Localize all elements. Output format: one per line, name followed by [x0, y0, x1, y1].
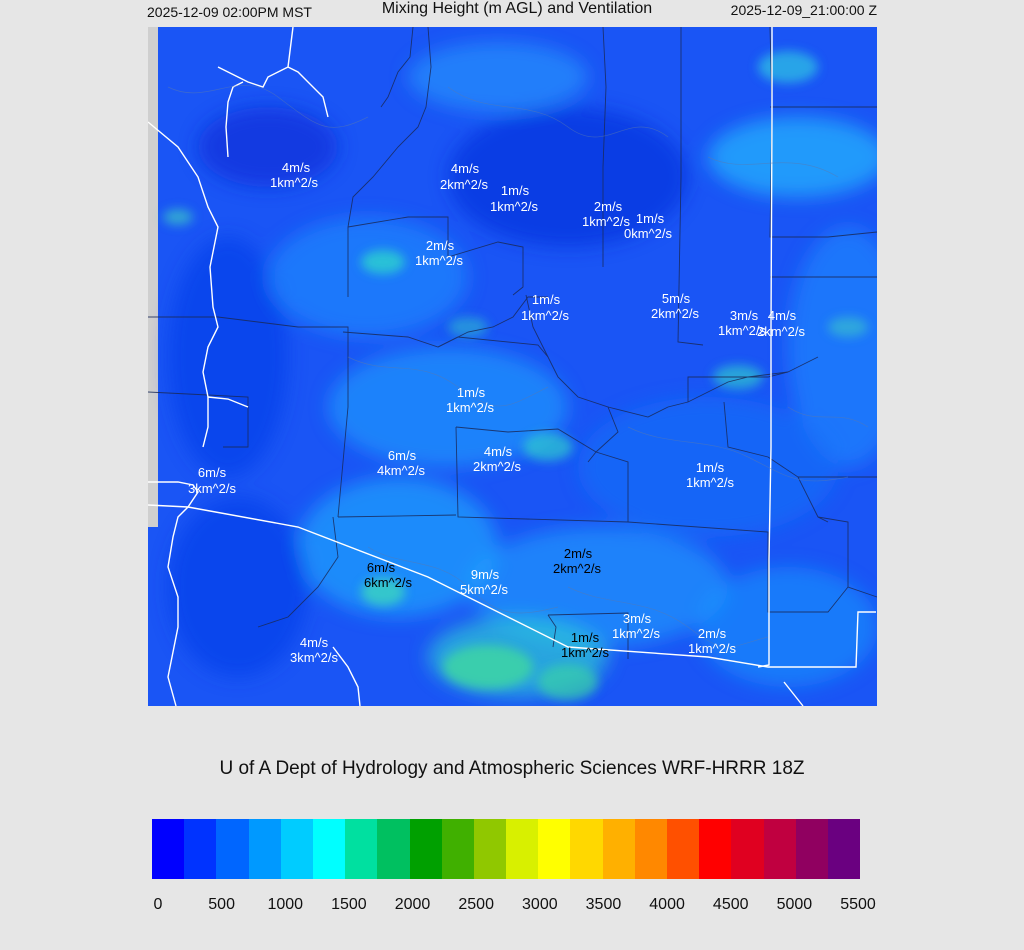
wind-speed-label: 3m/s: [729, 308, 759, 323]
wind-speed-label: 4m/s: [299, 635, 329, 650]
color-swatch: [731, 819, 763, 879]
wind-speed-label: 6m/s: [387, 448, 417, 463]
mixing-height-map: [148, 27, 877, 706]
color-swatch: [216, 819, 248, 879]
ventilation-label: 2km^2/s: [472, 459, 522, 474]
color-scale-ticks: [152, 896, 876, 916]
scale-tick-label: 500: [208, 896, 235, 913]
ventilation-label: 1km^2/s: [489, 199, 539, 214]
ventilation-label: 2km^2/s: [756, 324, 806, 339]
wind-speed-label: 6m/s: [197, 465, 227, 480]
scale-tick-label: 5500: [840, 896, 876, 913]
ventilation-label: 1km^2/s: [687, 641, 737, 656]
color-swatch: [152, 819, 184, 879]
wind-speed-label: 1m/s: [635, 211, 665, 226]
ventilation-label: 1km^2/s: [520, 308, 570, 323]
color-swatch: [184, 819, 216, 879]
ventilation-label: 3km^2/s: [289, 650, 339, 665]
ventilation-label: 2km^2/s: [439, 177, 489, 192]
wind-speed-label: 4m/s: [483, 444, 513, 459]
wind-speed-label: 6m/s: [366, 560, 396, 575]
wind-speed-label: 2m/s: [425, 238, 455, 253]
color-swatch: [249, 819, 281, 879]
wind-speed-label: 2m/s: [593, 199, 623, 214]
color-swatch: [377, 819, 409, 879]
ventilation-label: 2km^2/s: [650, 306, 700, 321]
wind-speed-label: 1m/s: [531, 292, 561, 307]
ventilation-label: 2km^2/s: [552, 561, 602, 576]
utc-time-label: 2025-12-09_21:00:00 Z: [730, 2, 877, 18]
ventilation-label: 3km^2/s: [187, 481, 237, 496]
scale-tick-label: 4500: [712, 896, 749, 913]
scale-tick-label: 2000: [394, 896, 431, 913]
color-swatch: [442, 819, 474, 879]
color-swatch: [538, 819, 570, 879]
ventilation-label: 0km^2/s: [623, 226, 673, 241]
wind-speed-label: 2m/s: [563, 546, 593, 561]
wind-speed-label: 1m/s: [695, 460, 725, 475]
wind-speed-label: 4m/s: [450, 161, 480, 176]
ventilation-label: 5km^2/s: [459, 582, 509, 597]
wind-speed-label: 4m/s: [281, 160, 311, 175]
color-scale-bar: [152, 819, 860, 879]
wind-speed-label: 3m/s: [622, 611, 652, 626]
color-swatch: [474, 819, 506, 879]
no-data-strip: [148, 27, 158, 527]
credit-line: U of A Dept of Hydrology and Atmospheric Sciences WRF-HRRR 18Z: [219, 758, 805, 779]
ventilation-label: 1km^2/s: [611, 626, 661, 641]
scale-tick-label: 0: [153, 896, 163, 913]
ventilation-label: 1km^2/s: [414, 253, 464, 268]
color-swatch: [764, 819, 796, 879]
scale-tick-label: 4000: [649, 896, 685, 913]
local-time-label: 2025-12-09 02:00PM MST: [147, 4, 312, 20]
color-swatch: [603, 819, 635, 879]
ventilation-label: 4km^2/s: [376, 463, 426, 478]
color-swatch: [281, 819, 313, 879]
color-swatch: [699, 819, 731, 879]
color-swatch: [506, 819, 538, 879]
scale-tick-label: 1000: [267, 896, 304, 913]
color-swatch: [313, 819, 345, 879]
scale-tick-label: 2500: [458, 896, 494, 913]
color-swatch: [410, 819, 442, 879]
map-canvas: [148, 27, 877, 706]
ventilation-label: 1km^2/s: [581, 214, 631, 229]
wind-speed-label: 5m/s: [661, 291, 691, 306]
scale-tick-label: 5000: [776, 896, 813, 913]
color-swatch: [828, 819, 860, 879]
wind-speed-label: 9m/s: [470, 567, 500, 582]
ventilation-label: 1km^2/s: [685, 475, 735, 490]
wind-speed-label: 4m/s: [767, 308, 797, 323]
scale-tick-label: 3000: [522, 896, 558, 913]
wind-speed-label: 1m/s: [456, 385, 486, 400]
color-swatch: [635, 819, 667, 879]
ventilation-label: 6km^2/s: [363, 575, 413, 590]
ventilation-label: 1km^2/s: [717, 323, 767, 338]
ventilation-label: 1km^2/s: [269, 175, 319, 190]
scale-tick-label: 1500: [331, 896, 367, 913]
map-title: Mixing Height (m AGL) and Ventilation: [381, 0, 653, 17]
color-swatch: [345, 819, 377, 879]
color-swatch: [796, 819, 828, 879]
wind-speed-label: 1m/s: [500, 183, 530, 198]
ventilation-label: 1km^2/s: [445, 400, 495, 415]
wind-speed-label: 2m/s: [697, 626, 727, 641]
scale-tick-label: 3500: [585, 896, 622, 913]
ventilation-label: 1km^2/s: [560, 645, 610, 660]
color-swatch: [667, 819, 699, 879]
color-swatch: [570, 819, 602, 879]
wind-speed-label: 1m/s: [570, 630, 600, 645]
